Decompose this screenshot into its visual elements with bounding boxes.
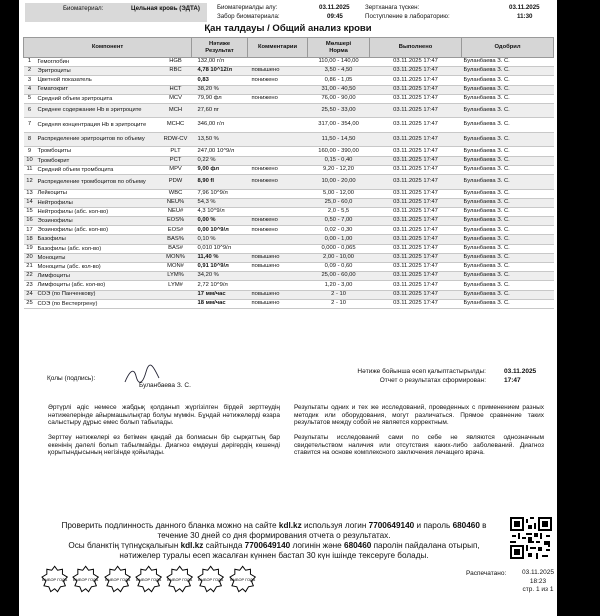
table-row xyxy=(24,281,554,290)
row-approved: Буланбаева З. С. xyxy=(462,147,554,156)
row-abbr xyxy=(160,290,192,299)
report-sheet xyxy=(19,0,557,616)
col-done: Выполнено xyxy=(370,38,462,58)
row-approved: Буланбаева З. С. xyxy=(462,118,554,133)
signature-name: Буланбаева З. С. xyxy=(139,382,191,389)
row-abbr xyxy=(160,76,192,85)
row-approved: Буланбаева З. С. xyxy=(462,244,554,253)
arrival-date: 03.11.2025 xyxy=(509,4,540,11)
row-component: Распределение эритроцитов по объему xyxy=(36,132,160,147)
row-result: 247,00 10^9/л xyxy=(192,147,248,156)
row-component: Эритроциты xyxy=(36,67,160,76)
row-abbr: MON% xyxy=(160,253,192,262)
row-number: 18 xyxy=(24,235,36,244)
row-result: 8,90 fl xyxy=(192,175,248,190)
lab-arrival-block xyxy=(365,3,551,20)
award-badges xyxy=(41,565,256,595)
row-component: Тромбокрит xyxy=(36,156,160,165)
row-result: 38,20 % xyxy=(192,85,248,94)
row-component: Лимфоциты (абс. кол-во) xyxy=(36,281,160,290)
row-abbr: MCHC xyxy=(160,118,192,133)
row-norm: 2,0 - 5,5 xyxy=(308,207,370,216)
row-approved: Буланбаева З. С. xyxy=(462,67,554,76)
table-row xyxy=(24,132,554,147)
row-norm: 0,86 - 1,05 xyxy=(308,76,370,85)
row-approved: Буланбаева З. С. xyxy=(462,263,554,272)
row-comment: понижено xyxy=(248,76,308,85)
page-title: Қан талдауы / Общий анализ крови xyxy=(204,23,372,34)
table-header xyxy=(24,38,554,58)
row-abbr xyxy=(160,299,192,308)
arrival-label-ru: Поступление в лабораторию: xyxy=(365,13,450,20)
row-abbr: LYM% xyxy=(160,272,192,281)
row-abbr: PCT xyxy=(160,156,192,165)
printed-time: 18:23 xyxy=(529,577,547,585)
row-result: 0,83 xyxy=(192,76,248,85)
row-result: 11,40 % xyxy=(192,253,248,262)
row-number: 4 xyxy=(24,85,36,94)
row-result: 0,10 % xyxy=(192,235,248,244)
row-comment xyxy=(248,189,308,198)
printed-info xyxy=(520,569,556,595)
row-number: 1 xyxy=(24,58,36,67)
row-abbr: WBC xyxy=(160,189,192,198)
row-result: 79,90 фл xyxy=(192,94,248,103)
row-comment: понижено xyxy=(248,217,308,226)
disclaimer-kz-1: Әртүрлі әдіс немесе жабдық қолданып жүргізілген бірдей зерттеудің нәтижелерінде айырмашылықтар болуы мүмкін. Бұндай нәтижелерді өзара салыстыру дұрыс емес болып табылады. xyxy=(48,404,280,427)
row-abbr: RDW-CV xyxy=(160,132,192,147)
row-number: 13 xyxy=(24,189,36,198)
col-result: Нәтиже Результат xyxy=(192,38,248,58)
row-norm: 110,00 - 140,00 xyxy=(308,58,370,67)
row-done: 03.11.2025 17:47 xyxy=(370,175,462,190)
verify-login-kz: 7700649140 xyxy=(244,541,291,550)
row-number: 5 xyxy=(24,94,36,103)
biomaterial-block xyxy=(25,3,207,22)
page-number: стр. 1 из 1 xyxy=(522,586,554,593)
verify-password-kz: 680460 xyxy=(344,541,372,550)
row-comment xyxy=(248,58,308,67)
table-row xyxy=(24,118,554,133)
row-done: 03.11.2025 17:47 xyxy=(370,281,462,290)
row-comment xyxy=(248,118,308,133)
row-norm: 3,50 - 4,50 xyxy=(308,67,370,76)
row-comment: понижено xyxy=(248,94,308,103)
row-comment xyxy=(248,132,308,147)
row-number: 12 xyxy=(24,175,36,190)
ready-label: Нәтиже бойынша есеп қалыптастырылды: xyxy=(357,368,486,375)
row-component: Цветной показатель xyxy=(36,76,160,85)
verify-site-link-kz[interactable]: kdl.kz xyxy=(180,541,204,550)
row-norm: 25,0 - 60,0 xyxy=(308,198,370,207)
collection-block xyxy=(217,3,357,20)
row-done: 03.11.2025 17:47 xyxy=(370,235,462,244)
table-row xyxy=(24,235,554,244)
verify-ru-b: используя логин xyxy=(303,521,367,530)
award-badge-icon xyxy=(72,565,99,593)
table-row xyxy=(24,290,554,299)
award-badge-text: ВЫБОР ГОДА xyxy=(104,576,130,582)
table-row xyxy=(24,253,554,262)
arrival-time: 11:30 xyxy=(517,13,533,20)
row-component: СОЭ (по Панченкову) xyxy=(36,290,160,299)
table-row xyxy=(24,189,554,198)
table-row xyxy=(24,58,554,67)
row-component: СОЭ (по Вестергрену) xyxy=(36,299,160,308)
verify-kz-d: паролін пайдалана отырып, xyxy=(373,541,480,550)
row-approved: Буланбаева З. С. xyxy=(462,253,554,262)
row-done: 03.11.2025 17:47 xyxy=(370,263,462,272)
row-result: 7,96 10^9/л xyxy=(192,189,248,198)
table-row xyxy=(24,85,554,94)
row-result: 27,60 пг xyxy=(192,103,248,118)
row-done: 03.11.2025 17:47 xyxy=(370,299,462,308)
row-norm: 2 - 10 xyxy=(308,299,370,308)
verify-ru-a: Проверить подлинность данного бланка можно на сайте xyxy=(61,521,277,530)
row-result: 0,91 10^9/л xyxy=(192,263,248,272)
row-component: Среднее содержание Hb в эритроците xyxy=(36,103,160,118)
award-badge-text: ВЫБОР ГОДА xyxy=(167,576,193,582)
row-number: 19 xyxy=(24,244,36,253)
award-badge-text: ВЫБОР ГОДА xyxy=(198,576,224,582)
row-component: Лимфоциты xyxy=(36,272,160,281)
row-number: 22 xyxy=(24,272,36,281)
arrival-label-kz: Зертханага түскен: xyxy=(365,4,420,11)
row-done: 03.11.2025 17:47 xyxy=(370,226,462,235)
row-comment: понижено xyxy=(248,175,308,190)
row-approved: Буланбаева З. С. xyxy=(462,85,554,94)
award-badge-icon xyxy=(41,565,68,593)
row-done: 03.11.2025 17:47 xyxy=(370,165,462,174)
row-abbr: PLT xyxy=(160,147,192,156)
row-comment xyxy=(248,235,308,244)
row-comment xyxy=(248,244,308,253)
table-row xyxy=(24,217,554,226)
row-approved: Буланбаева З. С. xyxy=(462,290,554,299)
row-abbr: MPV xyxy=(160,165,192,174)
verify-kz-c: логинін және xyxy=(292,541,342,550)
row-comment: понижено xyxy=(248,226,308,235)
results-table xyxy=(23,37,554,309)
table-row xyxy=(24,198,554,207)
row-comment xyxy=(248,281,308,290)
row-number: 10 xyxy=(24,156,36,165)
row-done: 03.11.2025 17:47 xyxy=(370,94,462,103)
row-norm: 31,00 - 40,50 xyxy=(308,85,370,94)
row-component: Лейкоциты xyxy=(36,189,160,198)
table-row xyxy=(24,207,554,216)
award-badge-icon xyxy=(135,565,162,593)
row-norm: 25,50 - 33,00 xyxy=(308,103,370,118)
row-result: 346,00 г/л xyxy=(192,118,248,133)
row-norm: 160,00 - 390,00 xyxy=(308,147,370,156)
table-row xyxy=(24,226,554,235)
verification-text xyxy=(39,521,509,561)
verify-login: 7700649140 xyxy=(368,521,415,530)
row-done: 03.11.2025 17:47 xyxy=(370,85,462,94)
row-done: 03.11.2025 17:47 xyxy=(370,244,462,253)
row-result: 4,78 10^12/л xyxy=(192,67,248,76)
row-number: 21 xyxy=(24,263,36,272)
collection-label-ru: Забор биоматериала: xyxy=(217,13,280,20)
row-approved: Буланбаева З. С. xyxy=(462,299,554,308)
row-approved: Буланбаева З. С. xyxy=(462,189,554,198)
row-comment xyxy=(248,85,308,94)
table-row xyxy=(24,165,554,174)
row-number: 8 xyxy=(24,132,36,147)
table-row xyxy=(24,299,554,308)
col-comments: Комментарии xyxy=(248,38,308,58)
row-norm: 0,000 - 0,065 xyxy=(308,244,370,253)
row-component: Гемоглобин xyxy=(36,58,160,67)
formed-label: Отчет о результатах сформирован: xyxy=(379,377,486,384)
row-number: 3 xyxy=(24,76,36,85)
row-result: 18 мм/час xyxy=(192,299,248,308)
row-result: 0,00 10^9/л xyxy=(192,226,248,235)
row-norm: 0,15 - 0,40 xyxy=(308,156,370,165)
row-component: Моноциты xyxy=(36,253,160,262)
row-norm: 1,20 - 3,00 xyxy=(308,281,370,290)
row-number: 20 xyxy=(24,253,36,262)
table-row xyxy=(24,67,554,76)
row-comment: понижено xyxy=(248,165,308,174)
row-number: 15 xyxy=(24,207,36,216)
row-result: 9,00 фл xyxy=(192,165,248,174)
row-approved: Буланбаева З. С. xyxy=(462,76,554,85)
row-approved: Буланбаева З. С. xyxy=(462,58,554,67)
table-row xyxy=(24,103,554,118)
row-result: 132,00 г/л xyxy=(192,58,248,67)
row-component: Базофилы xyxy=(36,235,160,244)
verify-ru-line2: течение 30 дней со дня формирования отчета о результатах. xyxy=(157,531,391,540)
verify-site-link[interactable]: kdl.kz xyxy=(278,521,302,530)
row-norm: 0,02 - 0,30 xyxy=(308,226,370,235)
row-abbr: HGB xyxy=(160,58,192,67)
verify-ru-d: в xyxy=(482,521,487,530)
row-result: 0,22 % xyxy=(192,156,248,165)
row-result: 13,50 % xyxy=(192,132,248,147)
printed-label: Распечатано: xyxy=(466,570,507,577)
row-number: 9 xyxy=(24,147,36,156)
row-approved: Буланбаева З. С. xyxy=(462,132,554,147)
award-badge-text: ВЫБОР ГОДА xyxy=(135,576,162,582)
row-result: 4,3 10^9/л xyxy=(192,207,248,216)
row-done: 03.11.2025 17:47 xyxy=(370,207,462,216)
row-approved: Буланбаева З. С. xyxy=(462,198,554,207)
row-norm: 0,50 - 7,00 xyxy=(308,217,370,226)
row-approved: Буланбаева З. С. xyxy=(462,207,554,216)
row-result: 17 мм/час xyxy=(192,290,248,299)
biomaterial-value: Цельная кровь (ЭДТА) xyxy=(131,5,200,12)
row-component: Средний объем эритроцита xyxy=(36,94,160,103)
row-done: 03.11.2025 17:47 xyxy=(370,118,462,133)
row-comment: повышено xyxy=(248,263,308,272)
printed-date: 03.11.2025 xyxy=(521,569,555,576)
row-done: 03.11.2025 17:47 xyxy=(370,156,462,165)
row-number: 7 xyxy=(24,118,36,133)
row-norm: 11,50 - 14,50 xyxy=(308,132,370,147)
award-badge-text: ВЫБОР ГОДА xyxy=(229,576,255,582)
row-done: 03.11.2025 17:47 xyxy=(370,147,462,156)
row-norm: 0,09 - 0,60 xyxy=(308,263,370,272)
row-approved: Буланбаева З. С. xyxy=(462,175,554,190)
row-number: 24 xyxy=(24,290,36,299)
row-number: 16 xyxy=(24,217,36,226)
row-abbr: EOS# xyxy=(160,226,192,235)
award-badge-text: ВЫБОР ГОДА xyxy=(42,576,68,582)
col-approved: Одобрил xyxy=(462,38,554,58)
row-norm: 317,00 - 354,00 xyxy=(308,118,370,133)
table-row xyxy=(24,94,554,103)
row-component: Средний объем тромбоцита xyxy=(36,165,160,174)
row-abbr: PDW xyxy=(160,175,192,190)
verify-kz-a: Осы бланктің түпнұсқалығын xyxy=(68,541,179,550)
row-abbr: RBC xyxy=(160,67,192,76)
row-component: Базофилы (абс. кол-во) xyxy=(36,244,160,253)
row-done: 03.11.2025 17:47 xyxy=(370,217,462,226)
row-comment: повышено xyxy=(248,253,308,262)
row-norm: 10,00 - 20,00 xyxy=(308,175,370,190)
row-approved: Буланбаева З. С. xyxy=(462,235,554,244)
row-component: Тромбоциты xyxy=(36,147,160,156)
row-component: Эозинофилы (абс. кол-во) xyxy=(36,226,160,235)
table-row xyxy=(24,263,554,272)
row-norm: 76,00 - 90,00 xyxy=(308,94,370,103)
row-approved: Буланбаева З. С. xyxy=(462,281,554,290)
row-approved: Буланбаева З. С. xyxy=(462,217,554,226)
row-abbr: HCT xyxy=(160,85,192,94)
row-component: Эозинофилы xyxy=(36,217,160,226)
row-norm: 9,20 - 12,20 xyxy=(308,165,370,174)
row-done: 03.11.2025 17:47 xyxy=(370,198,462,207)
row-abbr: NEU% xyxy=(160,198,192,207)
row-approved: Буланбаева З. С. xyxy=(462,94,554,103)
row-approved: Буланбаева З. С. xyxy=(462,103,554,118)
signature-label: Қолы (подпись): xyxy=(47,375,96,382)
table-row xyxy=(24,76,554,85)
row-result: 0,010 10^9/л xyxy=(192,244,248,253)
row-done: 03.11.2025 17:47 xyxy=(370,272,462,281)
row-abbr: LYM# xyxy=(160,281,192,290)
verify-kz-line2: нәтижелер туралы есеп жасалған күннен бастап 30 күн ішінде тексеруге болады. xyxy=(119,551,429,560)
row-result: 0,00 % xyxy=(192,217,248,226)
row-approved: Буланбаева З. С. xyxy=(462,165,554,174)
biomaterial-label: Биоматериал: xyxy=(63,5,104,12)
row-number: 23 xyxy=(24,281,36,290)
row-comment: повышено xyxy=(248,67,308,76)
row-comment: повышено xyxy=(248,290,308,299)
row-component: Средняя концентрация Hb в эритроците xyxy=(36,118,160,133)
row-done: 03.11.2025 17:47 xyxy=(370,253,462,262)
row-component: Гематокрит xyxy=(36,85,160,94)
award-badge-icon xyxy=(166,565,193,593)
table-row xyxy=(24,244,554,253)
award-badge-icon xyxy=(229,565,256,593)
collection-date: 03.11.2025 xyxy=(319,4,350,11)
verify-ru-c: и пароль xyxy=(416,521,451,530)
row-comment xyxy=(248,198,308,207)
award-badge-icon xyxy=(197,565,224,593)
row-comment xyxy=(248,147,308,156)
row-done: 03.11.2025 17:47 xyxy=(370,132,462,147)
report-dates xyxy=(344,367,544,385)
award-badge-text: ВЫБОР ГОДА xyxy=(73,576,99,582)
disclaimer-ru-2: Результаты исследований сами по себе не являются однозначным свидетельством наличия или отсутствия каких-либо заболеваний. Диагноз ставится на основе комплексного заключения лечащего врача. xyxy=(294,434,544,457)
row-number: 11 xyxy=(24,165,36,174)
row-comment: повышено xyxy=(248,299,308,308)
row-approved: Буланбаева З. С. xyxy=(462,156,554,165)
row-abbr: BAS% xyxy=(160,235,192,244)
collection-label-kz: Биоматериалды алу: xyxy=(217,4,278,11)
row-component: Нейтрофилы (абс. кол-во) xyxy=(36,207,160,216)
table-row xyxy=(24,147,554,156)
row-abbr: EOS% xyxy=(160,217,192,226)
row-result: 34,20 % xyxy=(192,272,248,281)
table-row xyxy=(24,175,554,190)
row-done: 03.11.2025 17:47 xyxy=(370,67,462,76)
row-comment xyxy=(248,272,308,281)
collection-time: 09:45 xyxy=(327,13,343,20)
row-number: 6 xyxy=(24,103,36,118)
row-norm: 0,00 - 1,00 xyxy=(308,235,370,244)
row-abbr: MON# xyxy=(160,263,192,272)
row-done: 03.11.2025 17:47 xyxy=(370,103,462,118)
row-abbr: MCV xyxy=(160,94,192,103)
row-comment xyxy=(248,207,308,216)
row-result: 54,3 % xyxy=(192,198,248,207)
row-component: Моноциты (абс. кол-во) xyxy=(36,263,160,272)
row-norm: 25,00 - 60,00 xyxy=(308,272,370,281)
award-badge-icon xyxy=(104,565,131,593)
row-norm: 5,00 - 12,00 xyxy=(308,189,370,198)
row-done: 03.11.2025 17:47 xyxy=(370,189,462,198)
row-approved: Буланбаева З. С. xyxy=(462,226,554,235)
ready-value: 03.11.2025 xyxy=(504,368,537,375)
row-abbr: NEU# xyxy=(160,207,192,216)
row-abbr: MCH xyxy=(160,103,192,118)
col-norm: Мөлшері Норма xyxy=(308,38,370,58)
disclaimer-kz-2: Зерттеу нәтижелері өз бетімен қандай да болмасын бір сырқаттың бар екенінің дәлелі болып табылмайды. Диагноз емдеуші дәрігердің кешенді қорытындысының негізінде қойылады. xyxy=(48,434,280,457)
verify-kz-b: сайтында xyxy=(205,541,243,550)
row-approved: Буланбаева З. С. xyxy=(462,272,554,281)
row-comment xyxy=(248,103,308,118)
row-component: Нейтрофилы xyxy=(36,198,160,207)
table-row xyxy=(24,272,554,281)
row-done: 03.11.2025 17:47 xyxy=(370,76,462,85)
row-number: 17 xyxy=(24,226,36,235)
col-component: Компонент xyxy=(24,38,192,58)
row-done: 03.11.2025 17:47 xyxy=(370,290,462,299)
row-number: 2 xyxy=(24,67,36,76)
header-meta xyxy=(25,3,551,22)
row-comment xyxy=(248,156,308,165)
row-abbr: BAS# xyxy=(160,244,192,253)
row-number: 14 xyxy=(24,198,36,207)
verify-password: 680460 xyxy=(452,521,480,530)
formed-value: 17:47 xyxy=(504,377,521,384)
row-component: Распределение тромбоцитов по объему xyxy=(36,175,160,190)
row-norm: 2,00 - 10,00 xyxy=(308,253,370,262)
qr-code-icon xyxy=(510,517,552,559)
row-result: 2,72 10^9/л xyxy=(192,281,248,290)
disclaimer-ru-1: Результаты одних и тех же исследований, проведенных с применением разных методик или оборудования, могут различаться. Прямое сравнение таких результатов между собой не является корректным. xyxy=(294,404,544,427)
row-number: 25 xyxy=(24,299,36,308)
row-norm: 2 - 10 xyxy=(308,290,370,299)
row-done: 03.11.2025 17:47 xyxy=(370,58,462,67)
table-row xyxy=(24,156,554,165)
